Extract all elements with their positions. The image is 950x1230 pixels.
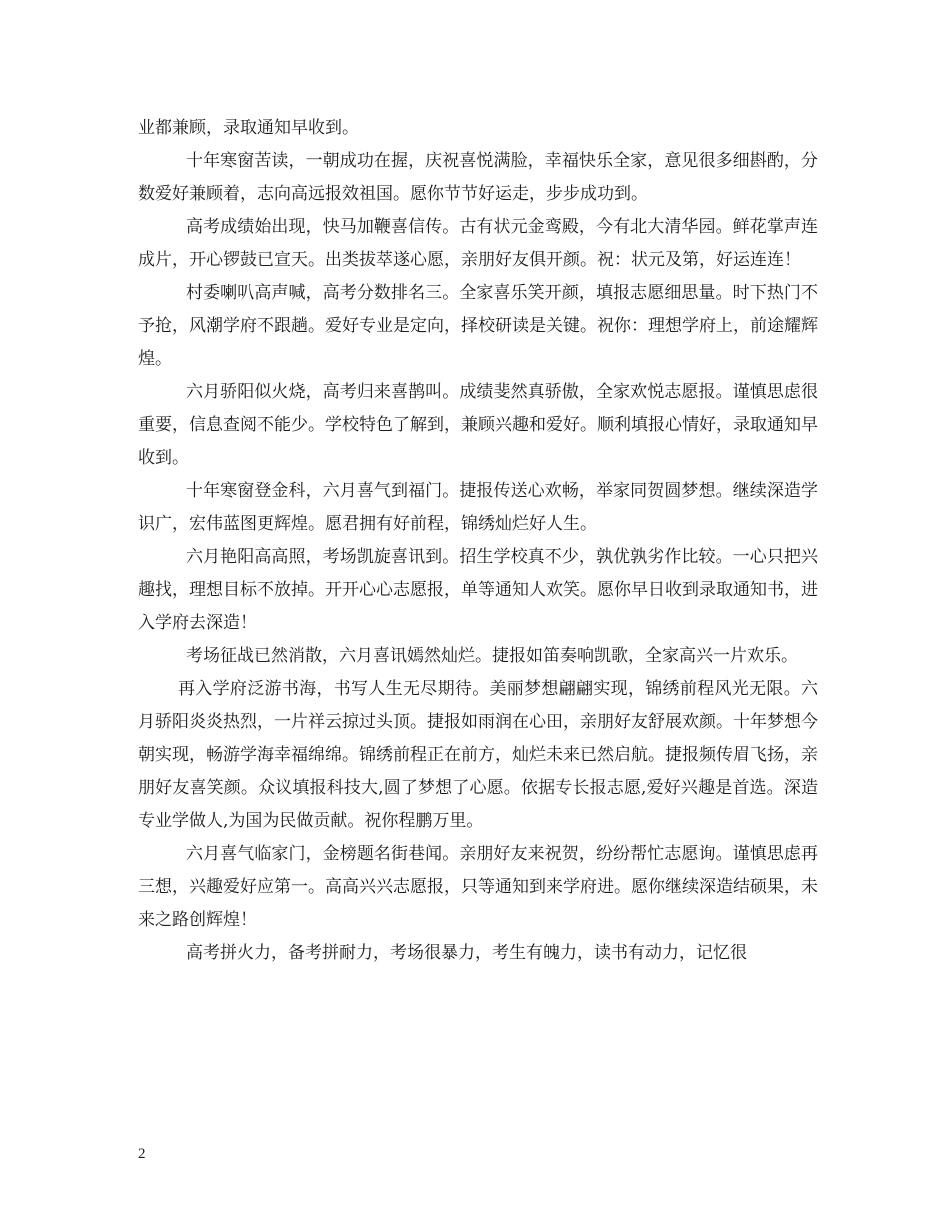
page-number: 2	[138, 1146, 146, 1162]
paragraph-7: 六月艳阳高高照，考场凯旋喜讯到。招生学校真不少，孰优孰劣作比较。一心只把兴趣找，理想目标不放掉。开开心心志愿报，单等通知人欢笑。愿你早日收到录取通知书，进入学府去深造！	[138, 547, 818, 633]
paragraph-1: 业都兼顾，录取通知早收到。	[138, 118, 359, 138]
document-body	[138, 112, 818, 970]
paragraph-8: 考场征战已然消散，六月喜讯嫣然灿烂。捷报如笛奏响凯歌，全家高兴一片欢乐。	[186, 646, 798, 666]
paragraph-3: 高考成绩始出现，快马加鞭喜信传。古有状元金鸾殿，今有北大清华园。鲜花掌声连成片，开心锣鼓已宣天。出类拔萃遂心愿，亲朋好友俱开颜。祝：状元及第，好运连连！	[138, 217, 818, 270]
paragraph-5: 六月骄阳似火烧，高考归来喜鹊叫。成绩斐然真骄傲，全家欢悦志愿报。谨慎思虑很重要，信息查阅不能少。学校特色了解到，兼顾兴趣和爱好。顺利填报心情好，录取通知早收到。	[138, 382, 818, 468]
paragraph-10: 六月喜气临家门，金榜题名街巷闻。亲朋好友来祝贺，纷纷帮忙志愿询。谨慎思虑再三想，兴趣爱好应第一。高高兴兴志愿报，只等通知到来学府进。愿你继续深造结硕果，未来之路创辉煌！	[138, 844, 818, 930]
paragraph-4: 村委喇叭高声喊，高考分数排名三。全家喜乐笑开颜，填报志愿细思量。时下热门不予抢，风潮学府不跟趟。爱好专业是定向，择校研读是关键。祝你：理想学府上，前途耀辉煌。	[138, 283, 818, 369]
paragraph-2: 十年寒窗苦读，一朝成功在握，庆祝喜悦满脸，幸福快乐全家，意见很多细斟酌，分数爱好兼顾着，志向高远报效祖国。愿你节节好运走，步步成功到。	[138, 151, 818, 204]
paragraph-6: 十年寒窗登金科，六月喜气到福门。捷报传送心欢畅，举家同贺圆梦想。继续深造学识广，宏伟蓝图更辉煌。愿君拥有好前程，锦绣灿烂好人生。	[138, 481, 818, 534]
paragraph-9: 再入学府泛游书海，书写人生无尽期待。美丽梦想翩翩实现，锦绣前程风光无限。六月骄阳炎炎热烈，一片祥云掠过头顶。捷报如雨润在心田，亲朋好友舒展欢颜。十年梦想今朝实现，畅游学海幸福绵绵。锦绣前程正在前方，灿烂未来已然启航。捷报频传眉飞扬，亲朋好友喜笑颜。众议填报科技大,圆了梦想了心愿。依据专长报志愿,爱好兴趣是首选。深造专业学做人,为国为民做贡献。祝你程鹏万里。	[138, 679, 818, 831]
paragraph-11: 高考拼火力，备考拼耐力，考场很暴力，考生有魄力，读书有动力，记忆很	[186, 943, 747, 963]
